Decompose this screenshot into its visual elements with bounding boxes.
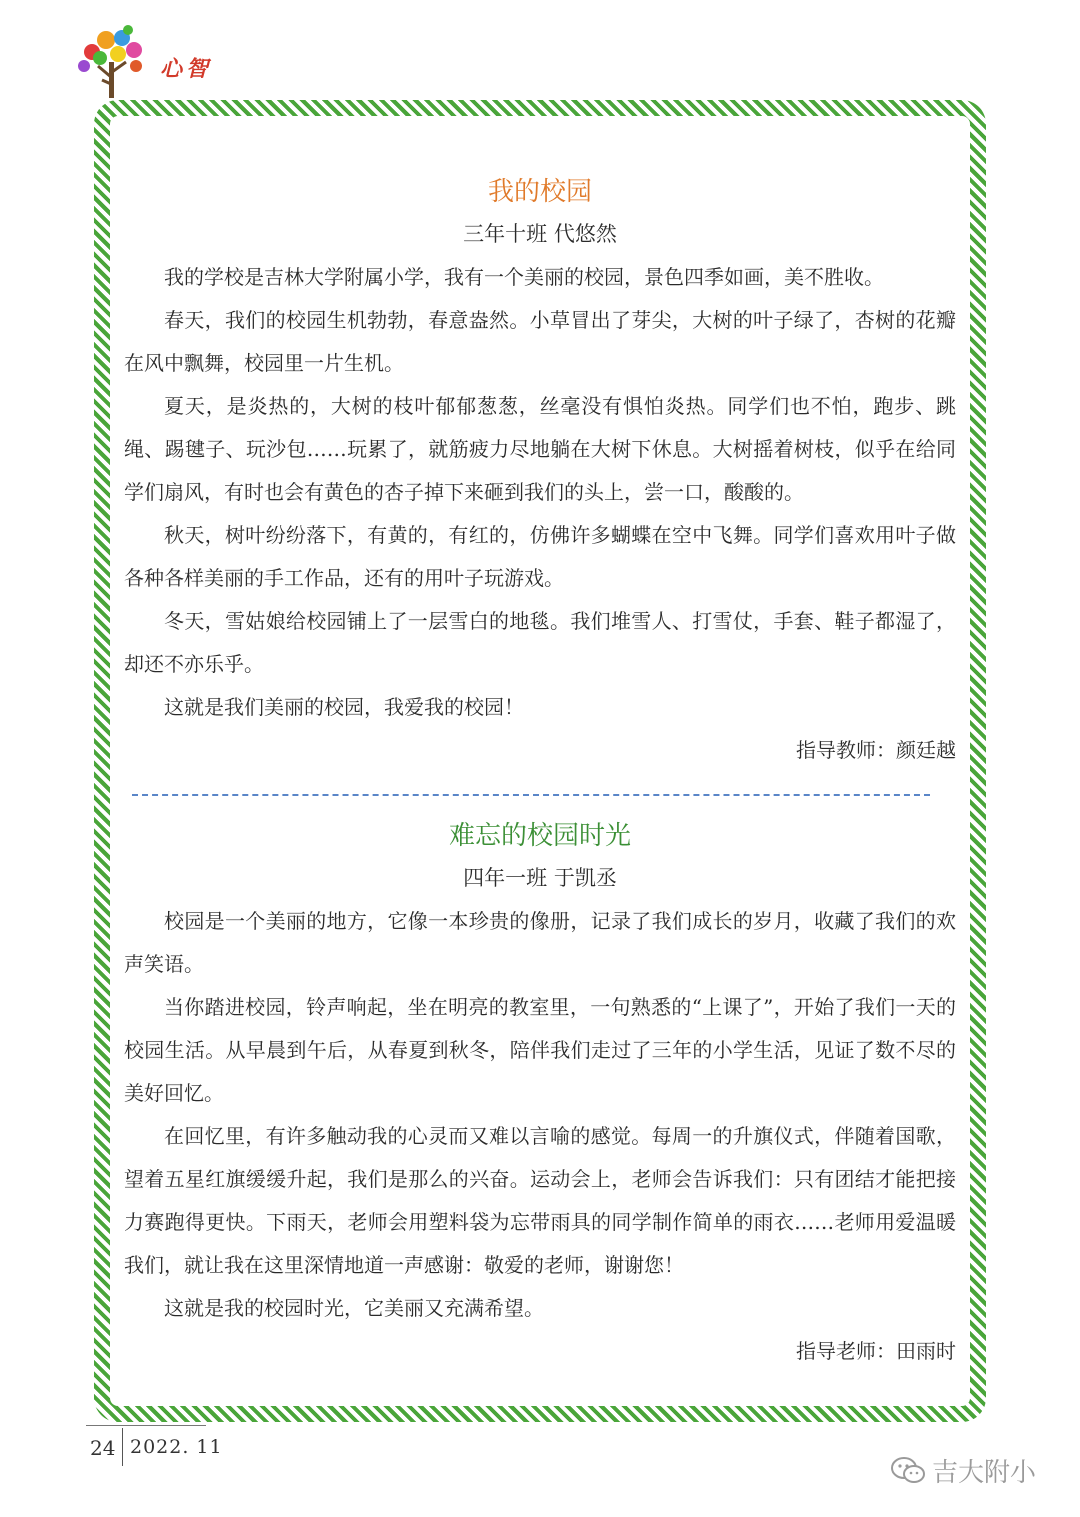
tree-hearts-logo xyxy=(72,22,152,102)
article-2-title: 难忘的校园时光 xyxy=(448,821,631,851)
article-2-paragraph: 校园是一个美丽的地方，它像一本珍贵的像册，记录了我们成长的岁月，收藏了我们的欢声笑语。 xyxy=(124,909,956,976)
article-1-paragraph: 这就是我们美丽的校园，我爱我的校园！ xyxy=(164,695,524,719)
page-content xyxy=(124,172,956,1373)
article-1-paragraph: 冬天，雪姑娘给校园铺上了一层雪白的地毯。我们堆雪人、打雪仗，手套、鞋子都湿了，却还不亦乐乎。 xyxy=(124,609,956,676)
footer-rule xyxy=(86,1425,206,1426)
watermark-text: 吉大附小 xyxy=(932,1458,1037,1488)
article-1-paragraph: 秋天，树叶纷纷落下，有黄的，有红的，仿佛许多蝴蝶在空中飞舞。同学们喜欢用叶子做各种各样美丽的手工作品，还有的用叶子玩游戏。 xyxy=(124,523,956,590)
article-1-paragraph: 春天，我们的校园生机勃勃，春意盎然。小草冒出了芽尖，大树的叶子绿了，杏树的花瓣在风中飘舞，校园里一片生机。 xyxy=(124,308,956,375)
wechat-icon xyxy=(890,1456,926,1486)
issue-date: 2022. 11 xyxy=(130,1436,223,1458)
watermark xyxy=(890,1452,1036,1489)
article-1-teacher: 指导教师：颜廷越 xyxy=(796,738,956,762)
article-1-byline: 三年十班 代悠然 xyxy=(463,222,617,246)
article-2-paragraph: 这就是我的校园时光，它美丽又充满希望。 xyxy=(164,1296,544,1320)
page-number: 24 xyxy=(90,1436,116,1460)
article-1-paragraph: 我的学校是吉林大学附属小学，我有一个美丽的校园，景色四季如画，美不胜收。 xyxy=(164,265,884,289)
article-2-byline: 四年一班 于凯丞 xyxy=(463,866,617,890)
article-1-title: 我的校园 xyxy=(487,177,592,207)
article-2-teacher: 指导老师：田雨时 xyxy=(796,1339,956,1363)
section-divider xyxy=(132,794,930,796)
article-2-paragraph: 在回忆里，有许多触动我的心灵而又难以言喻的感觉。每周一的升旗仪式，伴随着国歌，望着五星红旗缓缓升起，我们是那么的兴奋。运动会上，老师会告诉我们：只有团结才能把接力赛跑得更快。下雨天，老师会用塑料袋为忘带雨具的同学制作简单的雨衣……老师用爱温暖我们，就让我在这里深情地道一声感谢：敬爱的老师，谢谢您！ xyxy=(124,1124,956,1277)
article-1-paragraph: 夏天，是炎热的，大树的枝叶郁郁葱葱，丝毫没有惧怕炎热。同学们也不怕，跑步、跳绳、踢毽子、玩沙包……玩累了，就筋疲力尽地躺在大树下休息。大树摇着树枝，似乎在给同学们扇风，有时也会有黄色的杏子掉下来砸到我们的头上，尝一口，酸酸的。 xyxy=(124,394,956,504)
article-2-paragraph: 当你踏进校园，铃声响起，坐在明亮的教室里，一句熟悉的“上课了”，开始了我们一天的校园生活。从早晨到午后，从春夏到秋冬，陪伴我们走过了三年的小学生活，见证了数不尽的美好回忆。 xyxy=(124,995,956,1105)
footer-separator xyxy=(122,1428,123,1466)
brand-text: 心智 xyxy=(160,56,213,82)
